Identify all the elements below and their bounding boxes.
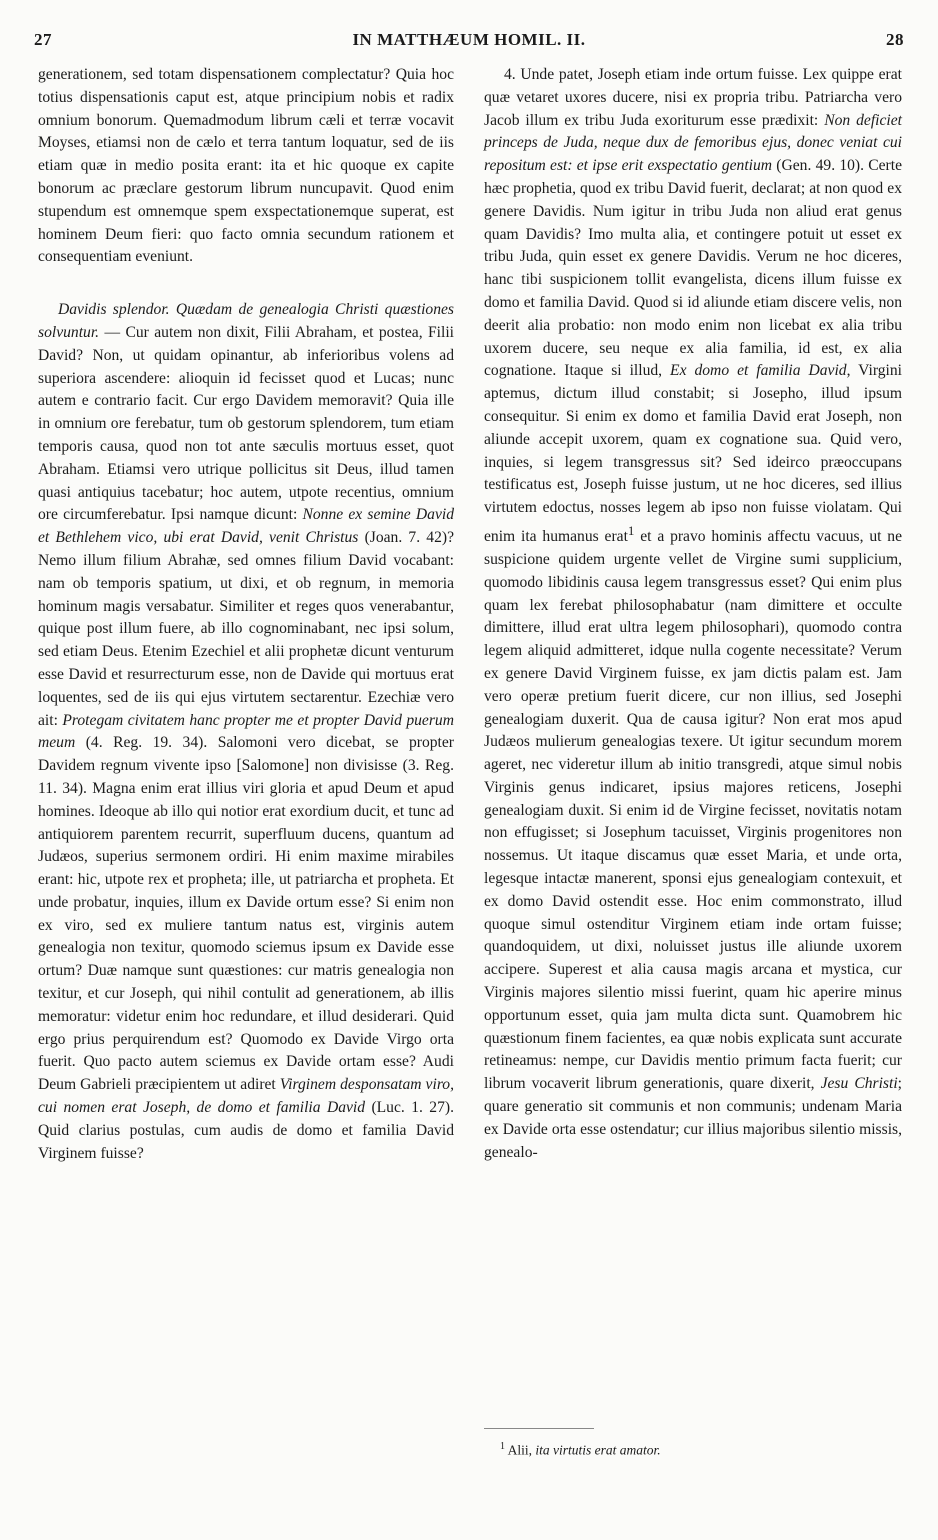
text-span: Certe hæc prophetia, quod ex tribu David fuerit, declarat; at non quod ex genere Davidis. Num igitur in tribu Juda non aliud erat genus quam Davidis? Imo multa alia, et contingere potuit ut esset ex tribu Juda, quin esset ex genere Davidis. Verum ne hoc diceres, hanc tibi suspicionem tollit evangelista, dicens illum fuisse ex domo et familia David. Quod si id aliunde etiam discere velis, non deerit alia probatio: non modo enim non licebat ex alia tribu uxorem ducere, seu neque ex alia familia, id est, ex alia cognatione. Itaque si illud, — [484, 157, 903, 380]
text-span: et a pravo hominis affectu vacuus, ut ne suspicione quidem urgente vellet de Virgine sumi supplicium, quomodo libidinis causa legem transgressus esset? Qui enim plus quam lex ferebat philosophabatur (nam dimittere et occulte dimittere, illud erat ultra legem philosophari), quomodo contra legem aliquid admitteret, idque nulla cogente necessitate? Verum ex genere David Virginem fuisse, ex jam dictis palam est. Jam vero operæ pretium fuerit dicere, cur non illius, sed Josephi genealogiam duxerit. Qua de causa igitur? Non erat mos apud Judæos mulierum genealogias texere. Ut igitur secundum morem ageret, nec videretur illum ab initio transgredi, atque simul nobis Virginis genus indicaret, ipsius majores reticens, Josephi genealogiam duxit. Si enim id de Virgine fecisset, novitatis notam non effugisset; si Josephum tacuisset, Virginis progenitores non nossemus. Ut itaque discamus quæ esset Maria, et unde orta, legesque intactæ manerent, sponsi ejus genealogiam contexuit, et ex domo David ostendit esse. Hoc enim commonstrato, illud quoque simul ostenditur Virginem etiam inde ortam fuisse; quandoquidem, ut dixi, noluisset justus ille aliunde uxorem accipere. Superest et alia causa magis arcana et mystica, cur Virginis majores silentio missi fuerint, quam hic aperire minus opportunum esset, quia jam multa dicta sunt. Quamobrem hic quæstionum finem facientes, ea quæ nobis explicata sunt accurate retineamus: nempe, cur Davidis mentio primum facta fuerit; cur librum vocaverit librum generationis, quare dixerit, — [484, 528, 902, 1093]
text-span: , Virgini aptemus, dictum illud constabit; si Josepho, illud ipsum consequitur. Si enim ex domo et familia David erat Joseph, non aliunde accepit uxorem, quam ex cognatione sua. Quid vero, inquies, si legem transgressus sit? Sed ideirco præoccupans testificatus est, Joseph fuisse justum, ut ne hoc diceres, sed illius virtutem edoctus, nosses legem ab ipso non fuisse violatam. Qui enim ita humanus erat — [484, 362, 902, 546]
text-span: ; quare generatio sit communis et non communis; undenam Maria ex Davide orta esse ostendatur; cur illius majoribus silentio missis, genealo- — [484, 1075, 902, 1161]
scripture-quote: Non deficiet princeps de Juda, neque dux de femoribus ejus, donec veniat cui repositum est: et ipse erit exspectatio gentium — [484, 111, 902, 175]
left-paragraph-1: generationem, sed totam dispensationem complectatur? Quia hoc totius dispensationis caput est, atque principium nobis et radix omnium bonorum. Quemadmodum librum cæli et terræ vocavit Moyses, etiamsi non de cælo et terra tantum loquatur, sed de iis etiam quæ in medio posita erant: ita et hic quoque ex capite bonorum ac præclare gestorum librum nuncupavit. Quod enim stupendum est omnemque spem exspectationemque superat, est hominem Deum fieri: quo facto omnia secundum rationem et consequentiam eveniunt. — [38, 66, 454, 266]
footnote — [500, 1438, 900, 1460]
scripture-reference: (Luc. 1. 27). — [365, 1099, 454, 1117]
text-span: 4. Unde patet, Joseph etiam inde ortum fuisse. Lex quippe erat quæ vetaret uxores ducere, nisi ex propria tribu. Patriarcha vero Jacob illum ex tribu Juda exoriturum esse prædixit: — [484, 66, 902, 129]
right-paragraph-1 — [484, 64, 902, 1164]
scripture-quote: Ex domo et familia David — [670, 362, 847, 380]
running-title: IN MATTHÆUM HOMIL. II. — [352, 30, 586, 49]
scripture-quote: Nonne ex semine David et Bethlehem vico, ubi erat David, venit Christus — [38, 506, 454, 547]
text-span: — Cur autem non dixit, Filii Abraham, et postea, Filii David? Non, ut quidam opinantur, ab inferioribus volens ad superiora ascendere: alioquin id fecisset quod et Lucas; nunc autem e contrario facit. Cur ergo Davidem memoravit? Quia ille in omnium ore ferebatur, tum ob gestorum splendorem, tum etiam temporis causa, quod non tot ante sæculis mortuus esset, quot Abraham. Etiamsi vero utrique pollicitus sit Deus, illud tamen quasi antiquius tacebatur; hoc autem, utpote recentius, omnium ore circumferebatur. Ipsi namque dicunt: — [38, 323, 454, 524]
footnote-number: 1 — [500, 1441, 505, 1452]
scripture-reference: (4. Reg. 19. 34). — [75, 734, 218, 752]
scripture-quote: Jesu Christi — [820, 1075, 898, 1093]
running-header — [34, 30, 904, 54]
page-number-left: 27 — [34, 30, 52, 49]
page-number-right: 28 — [886, 30, 904, 49]
scripture-reference: (Joan. 7. 42)? — [358, 529, 454, 547]
footnote-text: ita virtutis erat amator. — [535, 1442, 661, 1458]
scripture-quote: Protegam civitatem hanc propter me et propter David puerum meum — [38, 711, 454, 752]
footnote-lead: Alii, — [505, 1442, 536, 1458]
footnote-marker: 1 — [627, 522, 635, 538]
text-span: Quid clarius postulas, cum audis de domo et familia David Virginem fuisse? — [38, 1121, 454, 1162]
footnote-divider — [484, 1428, 594, 1429]
section-heading: Davidis splendor. Quædam de genealogia Christi quæstiones solvuntur. — [38, 301, 454, 341]
scripture-reference: (Gen. 49. 10). — [772, 157, 869, 175]
left-column — [38, 64, 454, 1165]
text-span: Salomoni vero dicebat, se propter Davidem regnum vivente ipso [Salomone] non divisisse (3. Reg. 11. 34). Magna enim erat illius viri gloria et apud Deum et apud homines. Ideoque ab illo qui notior erat exordium ducit, et tunc ad antiquiorem parentem recurrit, superfluum ducens, quantum ad Judæos, superius sermonem ordiri. Hi enim maxime mirabiles erant: hic, utpote rex et propheta; ille, ut patriarcha et propheta. Et unde probatur, inquies, illum ex Davide ortum esse? Si enim non ex viro, sed ex muliere tantum natus est, virginis autem genealogia non texitur, quomodo sciemus ipsum ex Davide esse ortum? Duæ namque sunt quæstiones: cur matris genealogia non texitur, et cur Joseph, qui nihil contulit ad generationem, ab illis memoratur: videtur enim hoc redundare, et illud desiderari. Quid ergo prius perquirendum est? Quomodo ex Davide Virgo orta fuerit. Quo pacto autem sciemus ex Davide ortam esse? Audi Deum Gabrieli præcipientem ut adiret — [38, 734, 454, 1094]
text-span: Nemo illum filium Abrahæ, sed omnes filium David vocabant: nam ob temporis spatium, ut dixi, et ob regnum, in memoria hominum magis versabatur. Similiter et reges quos venerabantur, quique post illum fuere, ab illo cognominabant, nec ipsi solum, sed etiam Deus. Etenim Ezechiel et alii prophetæ dicunt venturum esse David et resurrecturum esse, non de Davide qui mortuus erat loquentes, sed de iis qui ejus virtutem sectarentur. Ezechiæ vero ait: — [38, 551, 454, 729]
left-paragraph-2 — [38, 299, 454, 1165]
scripture-quote: Virginem desponsatam viro, cui nomen erat Joseph, de domo et familia David — [38, 1076, 455, 1117]
right-column — [484, 64, 902, 1164]
